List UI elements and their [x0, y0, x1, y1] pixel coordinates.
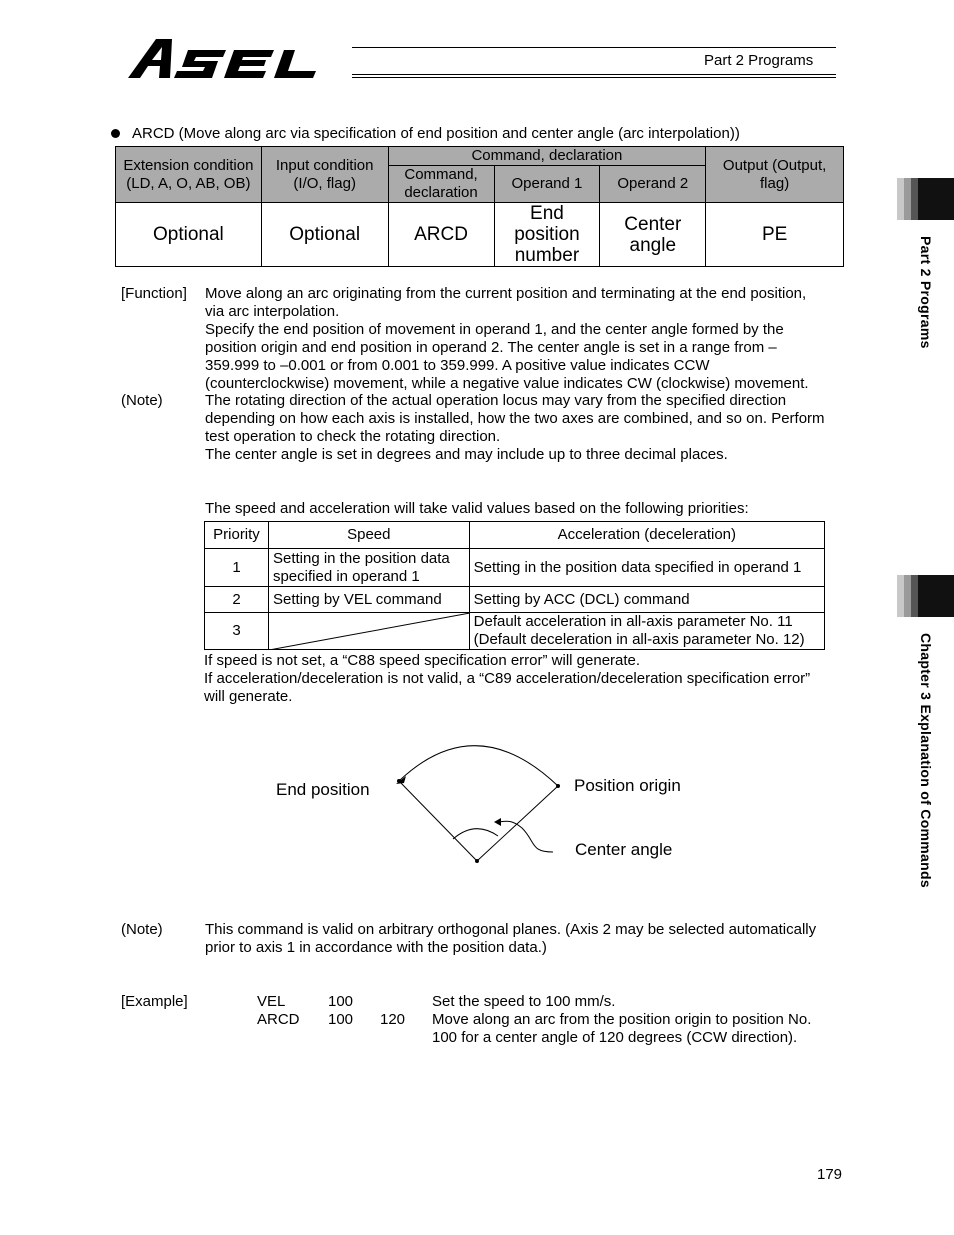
header-rule-bottom2: [352, 77, 836, 78]
col-acceleration: Acceleration (deceleration): [469, 522, 824, 549]
priority-table: [204, 521, 825, 650]
example-desc-2: Move along an arc from the position origin to position No. 100 for a center angle of 120 degrees (CCW direction).: [432, 1011, 812, 1046]
header-rule-bottom: [352, 74, 836, 75]
function-label: [Function]: [121, 285, 187, 302]
cell-operand2: Center angle: [600, 203, 706, 267]
note2-text: This command is valid on arbitrary orthogonal planes. (Axis 2 may be selected automatically prior to axis 1 in accordance with the position data.): [205, 921, 817, 956]
example-cmd-2: ARCD: [257, 1011, 300, 1028]
col-command: Command, declaration: [388, 166, 494, 203]
col-input-condition: Input condition (I/O, flag): [261, 147, 388, 203]
label-end-position: End position: [276, 780, 370, 799]
cell-operand1: End position number: [494, 203, 600, 267]
bullet-icon: [111, 129, 120, 138]
note1-text: The rotating direction of the actual operation locus may vary from the specified direction depending on how each axis is installed, how the two axes are combined, and so on. Perform test operation to check the rotating direction. The center angle is set in degrees and may include up to three decimal places.: [205, 392, 825, 463]
function-text: Move along an arc originating from the current position and terminating at the end position, via arc interpolation. Specify the end position of movement in operand 1, and the center angle formed by the position origin and end position in operand 2. The center angle is set in a range from – 359.999 to –0.001 or from 0.001 to 359.999. A positive value indicates CCW (counterclockwise) movement, while a negative value indicates CW (clockwise) movement.: [205, 285, 809, 392]
example-cmd-1: VEL: [257, 993, 286, 1010]
col-extension-condition: Extension condition (LD, A, O, AB, OB): [116, 147, 262, 203]
cell-command: ARCD: [388, 203, 494, 267]
asel-logo: [126, 36, 356, 80]
col-operand2: Operand 2: [600, 166, 706, 203]
empty-speed-cell: [268, 613, 469, 650]
side-tab-part[interactable]: [897, 178, 954, 220]
example-label: [Example]: [121, 993, 188, 1010]
note2-label: (Note): [121, 921, 163, 938]
col-command-group: Command, declaration: [388, 147, 706, 166]
label-position-origin: Position origin: [574, 776, 681, 795]
priority-intro: The speed and acceleration will take valid values based on the following priorities:: [205, 500, 749, 517]
side-tab-chapter[interactable]: [897, 575, 954, 617]
cell-extension: Optional: [116, 203, 262, 267]
header-section: Part 2 Programs: [704, 52, 814, 69]
command-table: [115, 146, 844, 267]
col-priority: Priority: [205, 522, 269, 549]
table-row: 2 Setting by VEL command Setting by ACC (DCL) command: [205, 587, 825, 613]
example-op1-2: 100: [328, 1011, 354, 1028]
header-rule-top: [352, 47, 836, 48]
side-tab-part-label: Part 2 Programs: [918, 236, 934, 349]
error-notes: If speed is not set, a “C88 speed specification error” will generate. If acceleration/deceleration is not valid, a “C89 acceleration/deceleration specification error” will generate.: [204, 652, 811, 705]
page-number: 179: [817, 1166, 843, 1183]
example-op2-2: 120: [380, 1011, 406, 1028]
side-tab-chapter-label: Chapter 3 Explanation of Commands: [918, 633, 934, 888]
col-speed: Speed: [268, 522, 469, 549]
note1-label: (Note): [121, 392, 163, 409]
label-center-angle: Center angle: [575, 840, 673, 859]
cell-output: PE: [706, 203, 844, 267]
example-op1-1: 100: [328, 993, 354, 1010]
table-row: 1 Setting in the position data specified in operand 1 Setting in the position data specified in operand 1: [205, 549, 825, 587]
cell-input: Optional: [261, 203, 388, 267]
col-output: Output (Output, flag): [706, 147, 844, 203]
col-operand1: Operand 1: [494, 166, 600, 203]
arc-diagram: [380, 740, 580, 870]
table-row: 3 Default acceleration in all-axis parameter No. 11 (Default deceleration in all-axis parameter No. 12): [205, 613, 825, 650]
command-heading: ARCD (Move along arc via specification of end position and center angle (arc interpolation)): [132, 125, 740, 142]
example-desc-1: Set the speed to 100 mm/s.: [432, 993, 616, 1010]
